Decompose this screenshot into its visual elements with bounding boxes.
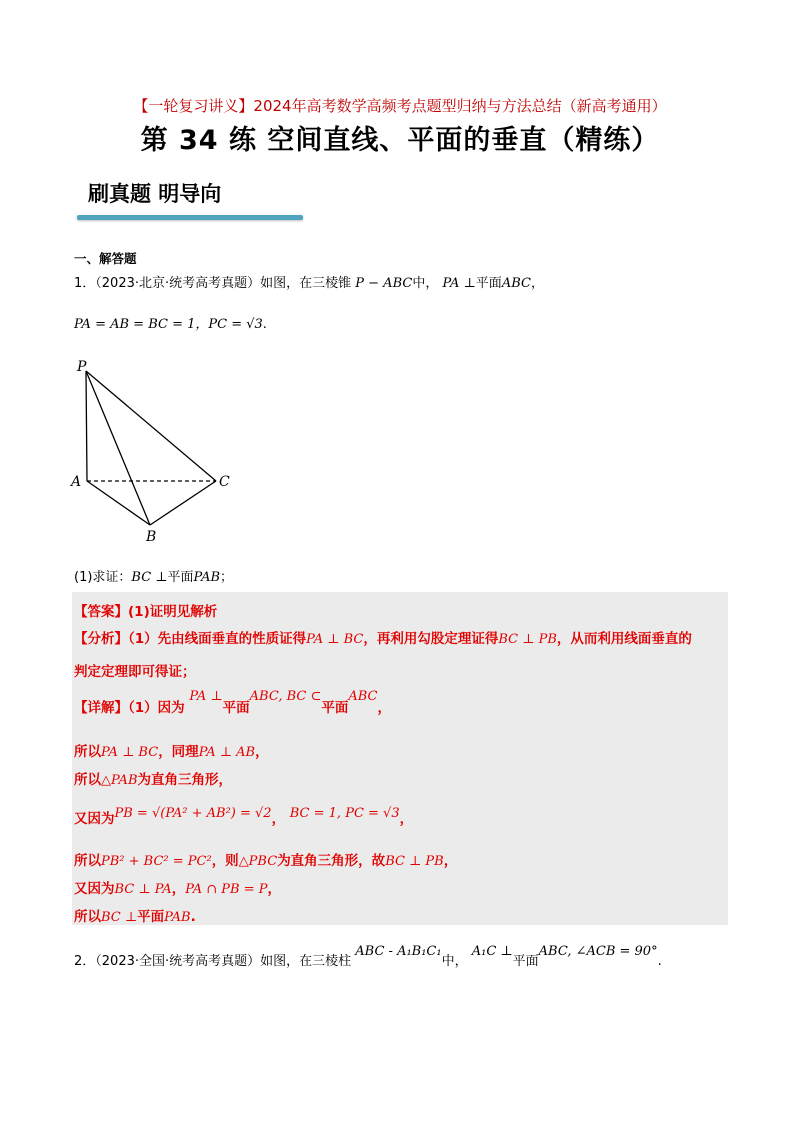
l2-text-b: ，同理	[158, 744, 199, 760]
answer-line	[74, 600, 217, 620]
l4-text-a: 又因为	[74, 811, 115, 827]
q1-number: 1．	[74, 276, 96, 291]
edge-pc	[86, 371, 216, 481]
l7-math-1: BC ⊥	[101, 910, 138, 925]
q1-end: ，	[530, 276, 544, 291]
detail-plane-2: 平面	[321, 700, 349, 716]
detail-line-4	[74, 807, 413, 827]
q2-math-1: ABC - A₁B₁C₁	[355, 944, 442, 959]
analysis-math-1: PA ⊥ BC	[306, 632, 364, 647]
detail-tag: 【详解】	[74, 700, 128, 716]
label-a: A	[71, 474, 82, 490]
q1-part1-end: ；	[220, 570, 234, 585]
analysis-line-1	[74, 627, 692, 647]
q2-mid: 中，	[441, 954, 468, 969]
l2-text-a: 所以	[74, 744, 101, 760]
l7-text-a: 所以	[74, 909, 101, 925]
detail-line-7	[74, 905, 196, 925]
q1-conditions	[74, 313, 267, 332]
l2-text-c: ，	[255, 744, 269, 760]
l6-math-1: BC ⊥ PA	[114, 882, 172, 897]
detail-line-1	[74, 689, 392, 716]
l5-text-d: ，	[443, 853, 458, 869]
q1-part1-prefix: (1)求证：	[74, 570, 132, 585]
label-p: P	[77, 359, 87, 375]
q1-plane: 平面	[475, 276, 502, 291]
q1-part1-math: BC ⊥	[131, 570, 168, 585]
q1-part1-plane: 平面	[167, 570, 194, 585]
q1-part1	[74, 566, 233, 585]
analysis-line-2: 判定定理即可得证；	[74, 664, 196, 680]
q2-math-3: ABC, ∠ACB = 90°	[538, 944, 658, 959]
detail-math-2: ABC, BC ⊂	[249, 689, 322, 704]
edge-bc	[150, 481, 216, 525]
detail-line-6	[74, 877, 281, 897]
detail-line-3	[74, 768, 232, 788]
q1-stem	[74, 272, 544, 291]
analysis-text-2: ，再利用勾股定理证得	[363, 631, 499, 647]
detail-end: ，	[377, 700, 392, 716]
page-title: 第 34 练 空间直线、平面的垂直（精练）	[140, 125, 660, 156]
analysis-tag: 【分析】	[74, 631, 128, 647]
l3-text-b: 为直角三角形，	[137, 772, 232, 788]
section-banner: 刷真题 明导向	[88, 182, 222, 206]
q2-math-2: A₁C ⊥	[471, 944, 513, 959]
l2-math-1: PA ⊥ BC	[101, 745, 159, 760]
detail-line-2	[74, 740, 269, 760]
l5-text-c: 为直角三角形，故	[277, 853, 386, 869]
l3-text-a: 所以	[74, 772, 101, 788]
l5-text-a: 所以	[74, 853, 101, 869]
q2-plane: 平面	[512, 954, 539, 969]
q1-source: （2023·北京·统考高考真题）如图，在三棱锥	[95, 276, 352, 291]
l4-text-b: ，	[271, 811, 286, 827]
l6-math-2: PA ∩ PB = P	[185, 882, 268, 897]
l4-text-c: ，	[399, 811, 414, 827]
q2-end: .	[657, 954, 662, 969]
detail-math-3: ABC	[348, 689, 378, 704]
section-heading: 一、解答题	[74, 251, 137, 266]
l5-math-1: PB² + BC² = PC²	[101, 854, 212, 869]
q1-cond-math: PA = AB = BC = 1，PC = √3	[74, 317, 263, 332]
l7-text-b: 平面	[137, 909, 165, 925]
pyramid-figure	[60, 355, 240, 545]
l6-text-c: ，	[267, 881, 281, 897]
l5-text-b: ，则	[211, 853, 239, 869]
l2-math-2: PA ⊥ AB	[198, 745, 256, 760]
banner-underline	[77, 215, 303, 220]
q1-part1-math2: PAB	[193, 570, 221, 585]
analysis-math-2: BC ⊥ PB	[498, 632, 557, 647]
l4-math-1: PB = √(PA² + AB²) = √2	[114, 806, 272, 821]
detail-math-1: PA ⊥	[189, 689, 223, 704]
l6-text-a: 又因为	[74, 881, 115, 897]
detail-line-5	[74, 849, 457, 869]
analysis-text-3: ，从而利用线面垂直的	[556, 631, 692, 647]
l6-text-b: ，	[171, 881, 186, 897]
label-b: B	[146, 529, 157, 545]
q1-math-pa-perp: PA ⊥	[442, 276, 476, 291]
q1-cond-end: .	[262, 317, 267, 332]
answer-tag: 【答案】	[74, 604, 128, 620]
detail-plane-1: 平面	[222, 700, 250, 716]
detail-text-1: （1）因为	[128, 700, 185, 716]
l7-text-c: .	[190, 909, 196, 925]
series-header: 【一轮复习讲义】2024年高考数学高频考点题型归纳与方法总结（新高考通用）	[133, 97, 667, 115]
l5-math-3: BC ⊥ PB	[385, 854, 444, 869]
q2-source: （2023·全国·统考高考真题）如图，在三棱柱	[95, 954, 352, 969]
answer-text: (1)证明见解析	[128, 604, 218, 620]
label-c: C	[219, 474, 230, 490]
edge-pa	[86, 371, 87, 481]
q1-mid: 中，	[412, 276, 439, 291]
l3-math: △PAB	[101, 773, 138, 788]
q1-math-abc: ABC	[501, 276, 531, 291]
l7-math-2: PAB	[164, 910, 191, 925]
l5-math-2: △PBC	[238, 854, 278, 869]
q1-math-pabc: P − ABC	[355, 276, 413, 291]
q2-number: 2．	[74, 954, 96, 969]
l4-math-2: BC = 1, PC = √3	[289, 806, 400, 821]
analysis-text-1: （1）先由线面垂直的性质证得	[128, 631, 307, 647]
q2-stem	[74, 944, 662, 969]
